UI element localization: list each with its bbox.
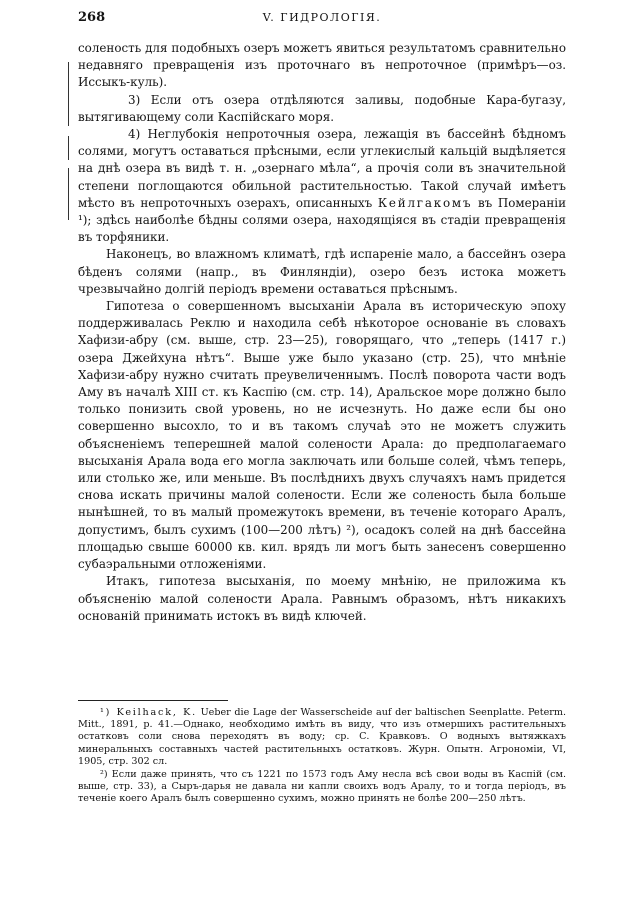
footnote-1-text: Ueber die Lage der Wasserscheide auf der baltischen Seenplatte. Peterm. Mitt., 1891, p. 41.—Однако, необходимо имѣть въ виду, что изъ отмершихъ растительныхъ остатковъ соли снова переходятъ въ воду; ср. С. Кравковъ. О водныхъ вытяжкахъ минеральныхъ составныхъ частей растительныхъ остатковъ. Журн. Опытн. Агрономіи, VI, 1905, стр. 302 сл. [78,707,566,767]
running-title: V. ГИДРОЛОГІЯ. [262,11,382,24]
page-header [78,10,566,32]
body-text [78,40,566,625]
paragraph-3 [78,126,566,246]
margin-mark [68,62,69,126]
footnote-rule [78,700,228,701]
author-name-keilhack: Кейлгакомъ [377,195,473,210]
paragraph-6: Итакъ, гипотеза высыханія, по моему мнѣнію, не приложима къ объясненію малой солености Арала. Равнымъ образомъ, нѣтъ никакихъ основаній принимать истокъ въ видѣ ключей. [78,574,566,623]
paragraph-4: Наконецъ, во влажномъ климатѣ, гдѣ испареніе мало, а бассейнъ озера бѣденъ солями (напр., въ Финляндіи), озеро безъ истока можетъ чрезвычайно долгій періодъ времени оставаться прѣснымъ. [78,247,566,296]
paragraph-5: Гипотеза о совершенномъ высыханіи Арала въ историческую эпоху поддерживалась Реклю и находила себѣ нѣкоторое основаніе въ словахъ Хафизи-абру (см. выше, стр. 23—25), говорящаго, что „теперь (1417 г.) озера Джейхуна нѣтъ“. Выше уже было указано (стр. 25), что мнѣніе Хафизи-абру нужно считать преувеличеннымъ. Послѣ поворота части водъ Аму въ началѣ XIII ст. къ Каспію (см. стр. 14), Аральское море должно было только понизить свой уровень, но не исчезнуть. Но даже если бы оно совершенно высохло, то и въ такомъ случаѣ это не можетъ служить объясненіемъ теперешней малой солености Арала: до предполагаемаго высыханія Арала вода его могла заключать или больше солей, чѣмъ теперь, или столько же, или меньше. Въ послѣднихъ двухъ случаяхъ намъ придется снова искать причины малой солености. Если же соленость была больше нынѣшней, то въ малый промежутокъ времени, въ теченіе котораго Аралъ, допустимъ, былъ сухимъ (100—200 лѣтъ) ²), осадокъ солей на днѣ бассейна площадью свыше 60000 кв. кил. врядъ ли могъ быть занесенъ совершенно субаэральными отложеніями. [78,299,566,572]
footnote-1-author: ¹) Keilhack, K. [100,707,197,718]
paragraph-1: соленость для подобныхъ озеръ можетъ явиться результатомъ сравнительно недавняго превращенія изъ проточнаго въ непроточное (примѣръ—оз. Иссыкъ-куль). [78,41,566,90]
paragraph-2: 3) Если отъ озера отдѣляются заливы, подобные Кара-бугазу, вытягивающему соли Каспійскаго моря. [78,92,566,124]
footnotes [78,707,566,807]
paragraph-3-text-b: въ Помераніи ¹); здѣсь наиболѣе бѣдны солями озера, находящіяся въ стадіи превращенія въ торфяники. [78,195,566,245]
footnote-1 [78,707,566,768]
page-number: 268 [78,10,106,25]
margin-mark [68,168,69,220]
paragraph-3-text-a: 4) Неглубокія непроточныя озера, лежащія въ бассейнѣ бѣдномъ солями, могутъ оставаться прѣсными, если углекислый кальцій выдѣляется на днѣ озера въ видѣ т. н. „озернаго мѣла“, а прочія соли въ значительной степени поглощаются обильной растительностью. Такой случай имѣетъ мѣсто въ непроточныхъ озерахъ, описанныхъ [78,127,566,210]
footnote-2: ²) Если даже принять, что съ 1221 по 1573 годъ Аму несла всѣ свои воды въ Каспій (см. выше, стр. 33), а Сыръ-дарья не давала ни капли своихъ водъ Аралу, то и тогда періодъ, въ теченіе коего Аралъ былъ совершенно сухимъ, можно принять не болѣе 200—250 лѣтъ. [78,769,566,805]
margin-mark [68,136,69,160]
